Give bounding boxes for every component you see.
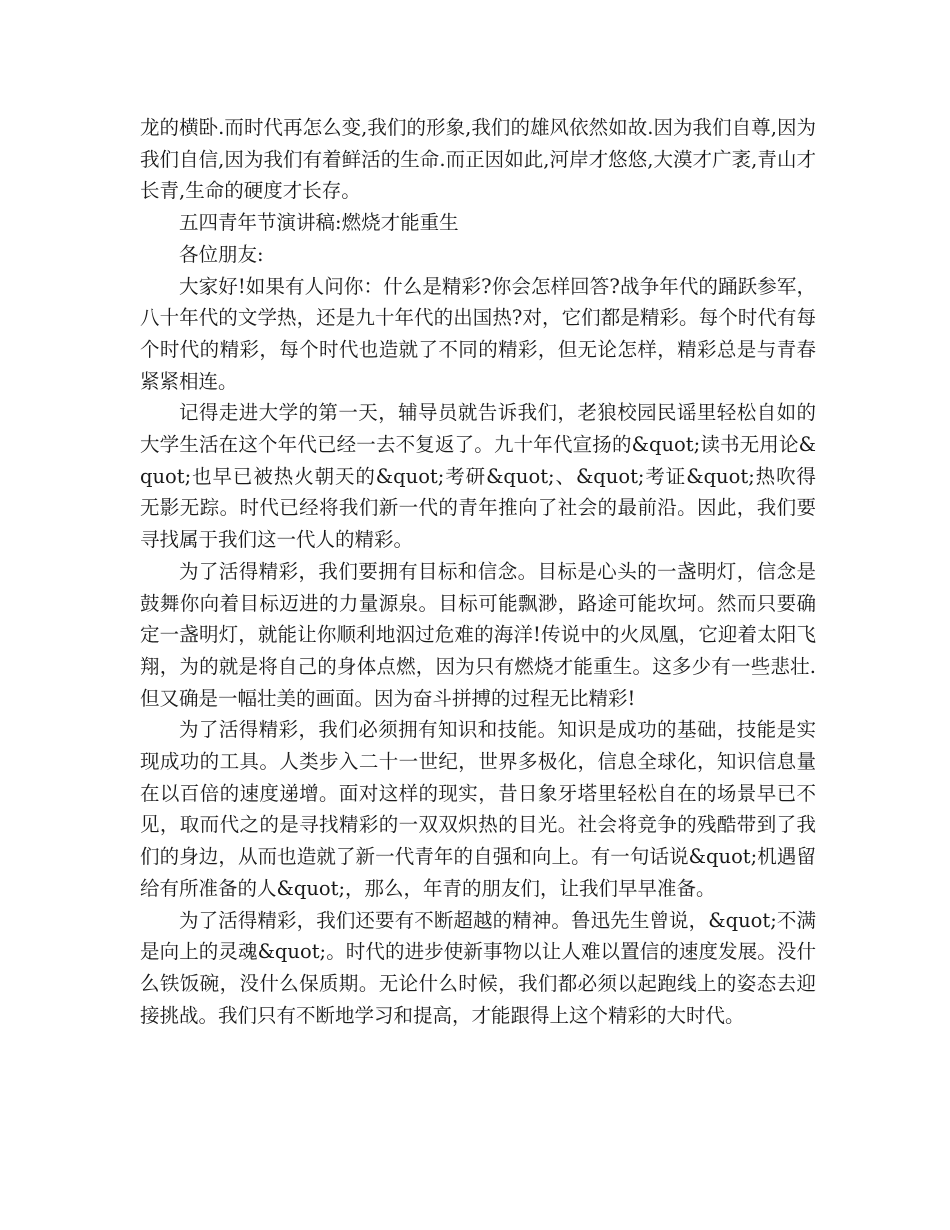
section-title: 五四青年节演讲稿:燃烧才能重生 (179, 211, 459, 235)
paragraph: 为了活得精彩，我们还要有不断超越的精神。鲁迅先生曾说，&quot;不满是向上的灵魂&quot;。时代的进步使新事物以让人难以置信的速度发展。没什么铁饭碗，没什么保质期。无论什么时候，我们都必须以起跑线上的姿态去迎接挑战。我们只有不断地学习和提高，才能跟得上这个精彩的大时代。 (140, 908, 816, 1027)
paragraph: 为了活得精彩，我们要拥有目标和信念。目标是心头的一盏明灯，信念是鼓舞你向着目标迈进的力量源泉。目标可能飘渺，路途可能坎坷。然而只要确定一盏明灯，就能让你顺利地泅过危难的海洋!传说中的火凤凰，它迎着太阳飞翔，为的就是将自己的身体点燃，因为只有燃烧才能重生。这多少有一些悲壮.但又确是一幅壮美的画面。因为奋斗拼搏的过程无比精彩! (140, 559, 816, 710)
paragraph: 记得走进大学的第一天，辅导员就告诉我们，老狼校园民谣里轻松自如的大学生活在这个年代已经一去不复返了。九十年代宣扬的&quot;读书无用论&quot;也早已被热火朝天的&quot;考研&quot;、&quot;考证&quot;热吹得无影无踪。时代已经将我们新一代的青年推向了社会的最前沿。因此，我们要寻找属于我们这一代人的精彩。 (140, 401, 816, 552)
paragraph: 龙的横卧.而时代再怎么变,我们的形象,我们的雄风依然如故.因为我们自尊,因为我们自信,因为我们有着鲜活的生命.而正因如此,河岸才悠悠,大漠才广袤,青山才长青,生命的硬度才长存。 (140, 116, 816, 203)
paragraph: 大家好!如果有人问你：什么是精彩?你会怎样回答?战争年代的踊跃参军，八十年代的文学热，还是九十年代的出国热?对，它们都是精彩。每个时代有每个时代的精彩，每个时代也造就了不同的精彩，但无论怎样，精彩总是与青春紧紧相连。 (140, 274, 816, 393)
paragraph: 为了活得精彩，我们必须拥有知识和技能。知识是成功的基础，技能是实现成功的工具。人类步入二十一世纪，世界多极化，信息全球化，知识信息量在以百倍的速度递增。面对这样的现实，昔日象牙塔里轻松自在的场景早已不见，取而代之的是寻找精彩的一双双炽热的目光。社会将竞争的残酷带到了我们的身边，从而也造就了新一代青年的自强和向上。有一句话说&quot;机遇留给有所准备的人&quot;，那么，年青的朋友们，让我们早早准备。 (140, 718, 816, 900)
salutation: 各位朋友: (179, 242, 264, 266)
